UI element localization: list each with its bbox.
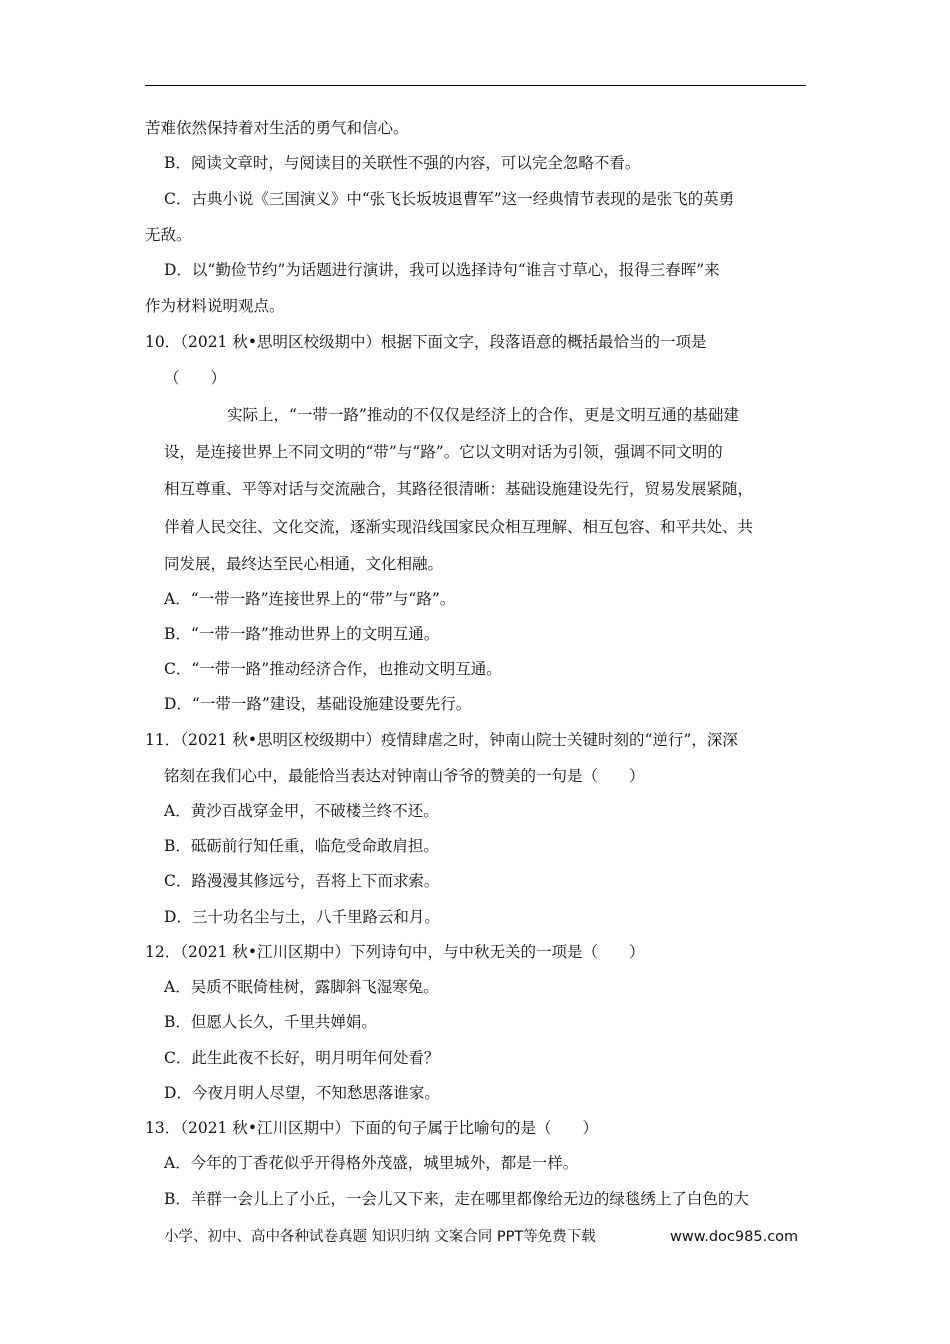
- option-d: D．今夜月明人尽望，不知愁思落谁家。: [164, 1084, 440, 1102]
- header-rule: [145, 85, 806, 86]
- text-line: 作为材料说明观点。: [145, 297, 285, 315]
- option-a: A．今年的丁香花似乎开得格外茂盛，城里城外，都是一样。: [164, 1154, 579, 1172]
- option-a: A．吴质不眠倚桂树，露脚斜飞湿寒兔。: [164, 978, 439, 996]
- option-d: D．“一带一路”建设，基础设施建设要先行。: [164, 695, 472, 713]
- option-c: C．古典小说《三国演义》中“张飞长坂坡退曹军”这一经典情节表现的是张飞的英勇: [164, 190, 735, 208]
- footer-url[interactable]: www.doc985.com: [670, 1229, 799, 1245]
- footer: [164, 1227, 799, 1247]
- passage-line: 设，是连接世界上不同文明的“带”与“路”。它以文明对话为引领，强调不同文明的: [164, 443, 723, 461]
- question-13: 13．（2021 秋•江川区期中）下面的句子属于比喻句的是（ ）: [145, 1119, 598, 1137]
- text-line: 苦难依然保持着对生活的勇气和信心。: [145, 119, 409, 137]
- option-b: B．但愿人长久，千里共婵娟。: [164, 1013, 377, 1031]
- passage-line: 实际上，“一带一路”推动的不仅仅是经济上的合作，更是文明互通的基础建: [227, 406, 739, 424]
- option-c: C．此生此夜不长好，明月明年何处看？: [164, 1049, 440, 1067]
- option-b: B．“一带一路”推动世界上的文明互通。: [164, 625, 440, 643]
- text-line: 无敌。: [145, 226, 192, 244]
- option-c: C．“一带一路”推动经济合作，也推动文明互通。: [164, 660, 502, 678]
- passage-line: 同发展，最终达至民心相通，文化相融。: [164, 555, 444, 573]
- question-11-cont: 铭刻在我们心中，最能恰当表达对钟南山爷爷的赞美的一句是（ ）: [164, 767, 645, 785]
- option-b: B．阅读文章时，与阅读目的关联性不强的内容，可以完全忽略不看。: [164, 154, 641, 172]
- passage-line: 相互尊重、平等对话与交流融合，其路径很清晰：基础设施建设先行，贸易发展紧随，: [164, 480, 754, 498]
- option-d: D．三十功名尘与土，八千里路云和月。: [164, 908, 440, 926]
- question-10: 10．（2021 秋•思明区校级期中）根据下面文字，段落语意的概括最恰当的一项是: [145, 333, 707, 351]
- option-a: A．“一带一路”连接世界上的“带”与“路”。: [164, 590, 456, 608]
- option-b: B．砥砺前行知任重，临危受命敢肩担。: [164, 837, 439, 855]
- option-d: D．以“勤俭节约”为话题进行演讲，我可以选择诗句“谁言寸草心，报得三春晖”来: [164, 261, 720, 279]
- option-a: A．黄沙百战穿金甲，不破楼兰终不还。: [164, 802, 439, 820]
- passage-line: 伴着人民交往、文化交流，逐渐实现沿线国家民众相互理解、相互包容、和平共处、共: [164, 518, 754, 536]
- option-c: C．路漫漫其修远兮，吾将上下而求索。: [164, 872, 440, 890]
- footer-text: 小学、初中、高中各种试卷真题 知识归纳 文案合同 PPT等免费下载: [164, 1229, 596, 1245]
- question-11: 11．（2021 秋•思明区校级期中）疫情肆虐之时，钟南山院士关键时刻的“逆行”，深深: [145, 731, 738, 749]
- question-12: 12．（2021 秋•江川区期中）下列诗句中，与中秋无关的一项是（ ）: [145, 943, 645, 961]
- answer-blank: （ ）: [164, 369, 227, 387]
- option-b: B．羊群一会儿上了小丘，一会儿又下来，走在哪里都像给无边的绿毯绣上了白色的大: [164, 1190, 749, 1208]
